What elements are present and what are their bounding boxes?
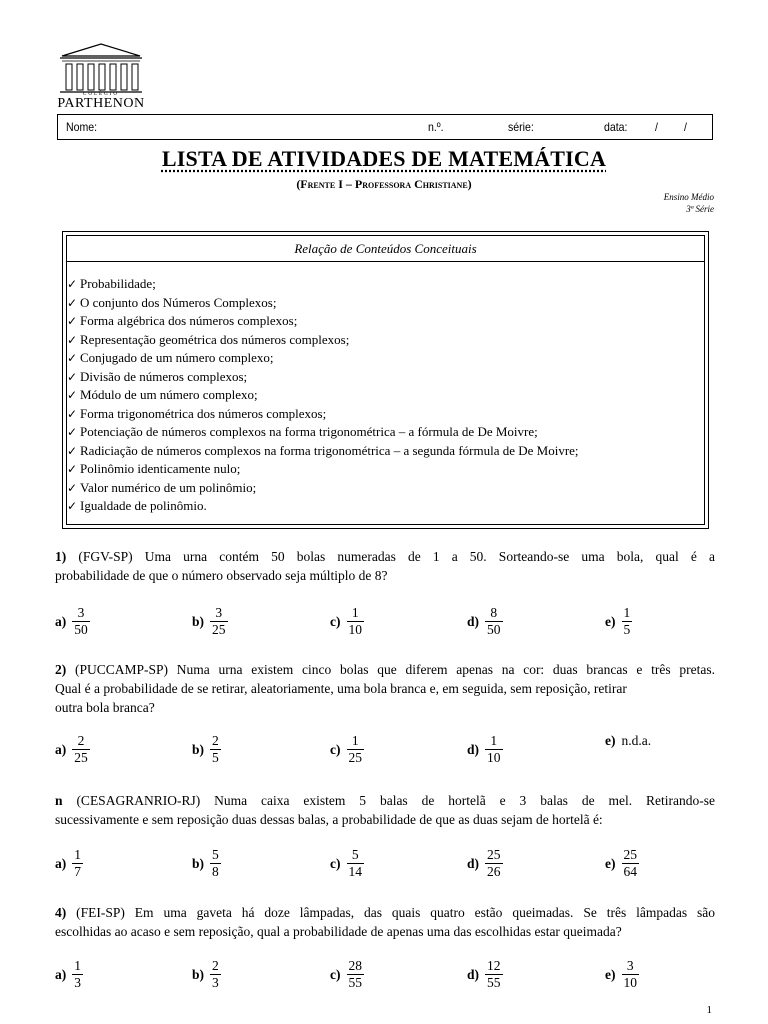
- option-label: c): [330, 966, 341, 982]
- topics-list: [67, 275, 579, 516]
- fraction-numerator: 25: [487, 847, 501, 862]
- question-number: 1): [55, 549, 67, 564]
- date-label: data:: [604, 120, 628, 134]
- grade-line: 3ª Série: [686, 204, 714, 214]
- question-line: (FGV-SP) Uma urna contém 50 bolas numeradas de 1 a 50. Sorteando-se uma bola, qual é a: [78, 549, 715, 564]
- date-separator: /: [684, 120, 687, 134]
- checkmark-icon: ✓: [67, 425, 78, 439]
- fraction-numerator: 1: [623, 605, 631, 620]
- checkmark-icon: ✓: [67, 388, 78, 402]
- topic-item: [67, 349, 579, 368]
- option-label: d): [467, 966, 480, 982]
- fraction-numerator: 3: [215, 605, 223, 620]
- topic-item: [67, 368, 579, 387]
- option-label: c): [330, 613, 341, 629]
- option-label: a): [55, 741, 67, 757]
- fraction-denominator: 55: [487, 975, 501, 990]
- fraction: [485, 733, 503, 766]
- fraction: [347, 847, 365, 880]
- topic-text: Divisão de números complexos;: [80, 368, 248, 384]
- topic-item: [67, 312, 579, 331]
- fraction-denominator: 50: [487, 622, 501, 637]
- fraction-numerator: 3: [77, 605, 85, 620]
- topic-text: Representação geométrica dos números complexos;: [80, 331, 350, 347]
- fraction-denominator: 3: [212, 975, 219, 990]
- topic-item: [67, 497, 579, 516]
- checkmark-icon: ✓: [67, 277, 78, 291]
- topic-text: Probabilidade;: [80, 276, 156, 291]
- fraction-numerator: 1: [351, 605, 359, 620]
- fraction-denominator: 5: [212, 750, 219, 765]
- level-line: Ensino Médio: [663, 192, 714, 202]
- fraction-numerator: 1: [74, 847, 81, 862]
- answer-option: [330, 733, 364, 766]
- option-label: e): [605, 855, 616, 871]
- question-text: [55, 547, 715, 585]
- topic-item: [67, 331, 579, 350]
- fraction: [210, 605, 228, 638]
- answer-option: [192, 605, 228, 638]
- fraction: [485, 605, 503, 638]
- question-line: outra bola branca?: [55, 700, 155, 715]
- fraction-denominator: 64: [623, 864, 637, 879]
- fraction-denominator: 10: [487, 750, 501, 765]
- fraction-denominator: 8: [212, 864, 219, 879]
- question-line: (PUCCAMP-SP) Numa urna existem cinco bolas que diferem apenas na cor: duas brancas e três pretas.: [75, 662, 716, 677]
- fraction-denominator: 3: [74, 975, 81, 990]
- topic-item: [67, 405, 579, 424]
- fraction: [72, 958, 83, 991]
- fraction: [210, 958, 221, 991]
- fraction-denominator: 10: [623, 975, 637, 990]
- topic-item: [67, 460, 579, 479]
- logo-subtext: COLÉGIO: [83, 92, 119, 97]
- logo-name: PARTHENON: [57, 96, 145, 111]
- answer-option: [192, 958, 221, 991]
- fraction-numerator: 2: [212, 958, 219, 973]
- question-text: [55, 903, 715, 941]
- fraction-denominator: 50: [74, 622, 88, 637]
- fraction-denominator: 55: [348, 975, 362, 990]
- answer-option: [55, 958, 83, 991]
- fraction: [622, 847, 640, 880]
- answer-option: [605, 847, 639, 880]
- answer-option: [330, 605, 364, 638]
- option-label: e): [605, 966, 616, 982]
- checkmark-icon: ✓: [67, 332, 78, 347]
- question-line: escolhidas ao acaso e sem reposição, qual a probabilidade de apenas uma das escolhidas estar queimada?: [55, 924, 622, 939]
- answer-option: [192, 847, 221, 880]
- checkmark-icon: ✓: [67, 443, 78, 458]
- fraction-numerator: 1: [74, 958, 81, 973]
- fraction: [72, 847, 83, 880]
- page-number: 1: [706, 1004, 712, 1016]
- fraction: [347, 958, 365, 991]
- topic-text: Módulo de um número complexo;: [80, 387, 258, 402]
- question-line: Qual é a probabilidade de se retirar, aleatoriamente, uma bola branca e, em seguida, sem reposição, retirar: [55, 681, 627, 696]
- answer-option: [55, 733, 90, 766]
- fraction: [210, 733, 221, 766]
- checkmark-icon: ✓: [67, 499, 78, 513]
- option-label: b): [192, 613, 205, 629]
- content-box: [62, 231, 709, 529]
- option-label: b): [192, 741, 205, 757]
- date-separator: /: [655, 120, 658, 134]
- fraction: [485, 847, 503, 880]
- fraction: [210, 847, 221, 880]
- topic-item: [67, 423, 579, 442]
- topic-text: Forma algébrica dos números complexos;: [80, 313, 298, 328]
- fraction-denominator: 25: [212, 622, 226, 637]
- fraction-denominator: 5: [623, 622, 631, 637]
- option-label: e): [605, 613, 616, 629]
- fraction: [622, 605, 633, 638]
- question-text: [55, 660, 715, 717]
- topic-item: [67, 479, 579, 498]
- fraction: [72, 733, 90, 766]
- fraction-numerator: 25: [623, 847, 637, 862]
- student-info-box: [57, 114, 713, 140]
- topic-item: [67, 294, 579, 313]
- answer-option: [605, 733, 651, 749]
- topic-text: Igualdade de polinômio.: [80, 498, 207, 513]
- fraction: [485, 958, 503, 991]
- checkmark-icon: ✓: [67, 314, 78, 328]
- topic-item: [67, 386, 579, 405]
- question-number: n: [55, 793, 63, 808]
- checkmark-icon: ✓: [67, 406, 78, 421]
- topic-text: Conjugado de um número complexo;: [80, 350, 274, 365]
- option-label: a): [55, 613, 67, 629]
- option-label: a): [55, 966, 67, 982]
- fraction-numerator: 1: [490, 733, 498, 748]
- question-number: 4): [55, 905, 67, 920]
- fraction-numerator: 8: [490, 605, 498, 620]
- fraction-denominator: 25: [348, 750, 362, 765]
- content-heading: Relação de Conteúdos Conceituais: [67, 236, 704, 262]
- answer-option: [192, 733, 221, 766]
- fraction-numerator: 2: [77, 733, 85, 748]
- fraction-denominator: 10: [348, 622, 362, 637]
- answer-option: [330, 958, 364, 991]
- option-label: a): [55, 855, 67, 871]
- topic-text: Radiciação de números complexos na forma trigonométrica – a segunda fórmula de De Moivre;: [80, 442, 579, 458]
- name-label: Nome:: [66, 120, 98, 134]
- checkmark-icon: ✓: [67, 480, 78, 495]
- checkmark-icon: ✓: [67, 369, 78, 384]
- topic-text: Potenciação de números complexos na forma trigonométrica – a fórmula de De Moivre;: [80, 424, 538, 439]
- option-text: n.d.a.: [621, 733, 652, 748]
- question-text: [55, 791, 715, 829]
- fraction: [347, 605, 365, 638]
- fraction-denominator: 26: [487, 864, 501, 879]
- question-number: 2): [55, 662, 67, 677]
- fraction-numerator: 2: [212, 733, 219, 748]
- answer-option: [605, 958, 639, 991]
- fraction-numerator: 5: [212, 847, 219, 862]
- fraction-denominator: 7: [74, 864, 81, 879]
- fraction: [622, 958, 640, 991]
- option-label: b): [192, 855, 205, 871]
- option-label: d): [467, 741, 480, 757]
- education-level: [664, 191, 714, 215]
- fraction: [347, 733, 365, 766]
- fraction-numerator: 12: [487, 958, 501, 973]
- fraction-numerator: 1: [351, 733, 359, 748]
- option-label: c): [330, 741, 341, 757]
- option-label: c): [330, 855, 341, 871]
- fraction: [72, 605, 90, 638]
- answer-option: [55, 605, 90, 638]
- option-label: d): [467, 855, 480, 871]
- fraction-numerator: 28: [348, 958, 362, 973]
- answer-option: [55, 847, 83, 880]
- checkmark-icon: ✓: [67, 462, 78, 476]
- option-label: e): [605, 733, 616, 748]
- topic-item: [67, 442, 579, 461]
- answer-option: [330, 847, 364, 880]
- question-line: (CESAGRANRIO-RJ) Numa caixa existem 5 balas de hortelã e 3 balas de mel. Retirando-se: [76, 793, 716, 808]
- answer-option: [467, 847, 503, 880]
- fraction-numerator: 5: [351, 847, 359, 862]
- option-label: b): [192, 966, 205, 982]
- fraction-denominator: 14: [348, 864, 362, 879]
- checkmark-icon: ✓: [67, 351, 78, 365]
- topic-text: Polinômio identicamente nulo;: [80, 461, 241, 476]
- option-label: d): [467, 613, 480, 629]
- question-line: probabilidade de que o número observado seja múltiplo de 8?: [55, 568, 388, 583]
- answer-option: [467, 733, 503, 766]
- topic-text: Valor numérico de um polinômio;: [80, 479, 257, 495]
- topic-text: Forma trigonométrica dos números complexos;: [80, 405, 327, 421]
- page-subtitle: (Frente I – Professora Christiane): [296, 177, 472, 191]
- answer-option: [605, 605, 632, 638]
- answer-option: [467, 958, 503, 991]
- question-line: (FEI-SP) Em uma gaveta há doze lâmpadas, das quais quatro estão queimadas. Se três lâmpadas são: [76, 905, 715, 920]
- page-title: LISTA DE ATIVIDADES DE MATEMÁTICA: [161, 146, 607, 171]
- series-label: série:: [508, 120, 534, 134]
- topic-item: [67, 275, 579, 294]
- answer-option: [467, 605, 503, 638]
- checkmark-icon: ✓: [67, 295, 78, 310]
- fraction-numerator: 3: [626, 958, 634, 973]
- number-label: n.º.: [428, 120, 444, 134]
- topic-text: O conjunto dos Números Complexos;: [80, 294, 277, 310]
- question-line: sucessivamente e sem reposição duas dessas balas, a probabilidade de que as duas sejam de hortelã é:: [55, 812, 603, 827]
- fraction-denominator: 25: [74, 750, 88, 765]
